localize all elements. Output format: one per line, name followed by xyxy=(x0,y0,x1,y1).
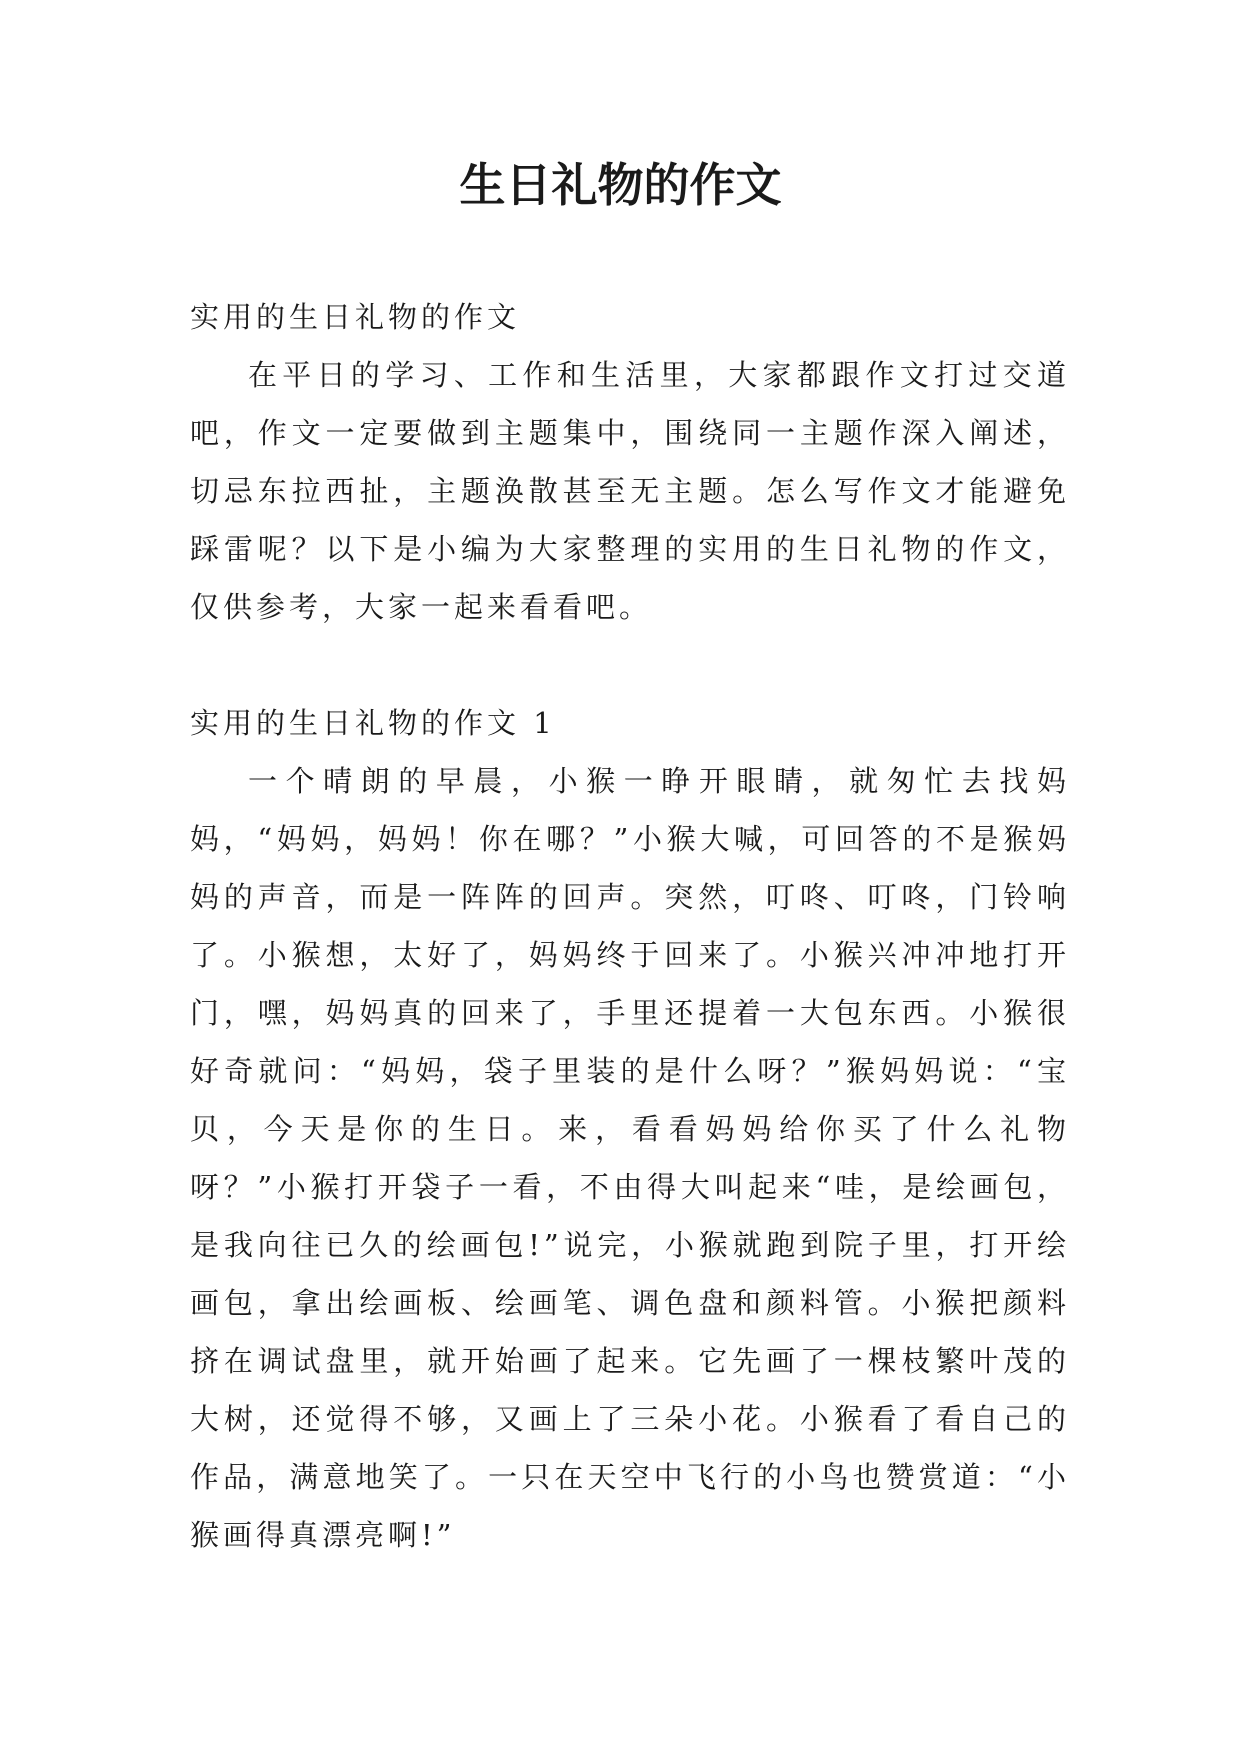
intro-paragraph: 在平日的学习、工作和生活里，大家都跟作文打过交道吧，作文一定要做到主题集中，围绕同一主题作深入阐述，切忌东拉西扯，主题涣散甚至无主题。怎么写作文才能避免踩雷呢？以下是小编为大家整理的实用的生日礼物的作文，仅供参考，大家一起来看看吧。 xyxy=(190,358,1070,624)
section-spacer xyxy=(190,636,1070,694)
document-title: 生日礼物的作文 xyxy=(459,158,782,212)
section-1-heading: 实用的生日礼物的作文 1 xyxy=(190,706,556,740)
document-body xyxy=(190,288,1070,1564)
intro-heading: 实用的生日礼物的作文 xyxy=(190,300,521,334)
section-1-paragraph: 一个晴朗的早晨，小猴一睁开眼睛，就匆忙去找妈妈，“妈妈，妈妈！你在哪？”小猴大喊，可回答的不是猴妈妈的声音，而是一阵阵的回声。突然，叮咚、叮咚，门铃响了。小猴想，太好了，妈妈终于回来了。小猴兴冲冲地打开门，嘿，妈妈真的回来了，手里还提着一大包东西。小猴很好奇就问：“妈妈，袋子里装的是什么呀？”猴妈妈说：“宝贝，今天是你的生日。来，看看妈妈给你买了什么礼物呀？”小猴打开袋子一看，不由得大叫起来“哇，是绘画包，是我向往已久的绘画包!”说完，小猴就跑到院子里，打开绘画包，拿出绘画板、绘画笔、调色盘和颜料管。小猴把颜料挤在调试盘里，就开始画了起来。它先画了一棵枝繁叶茂的大树，还觉得不够，又画上了三朵小花。小猴看了看自己的作品，满意地笑了。一只在天空中飞行的小鸟也赞赏道：“小猴画得真漂亮啊!” xyxy=(190,764,1070,1552)
